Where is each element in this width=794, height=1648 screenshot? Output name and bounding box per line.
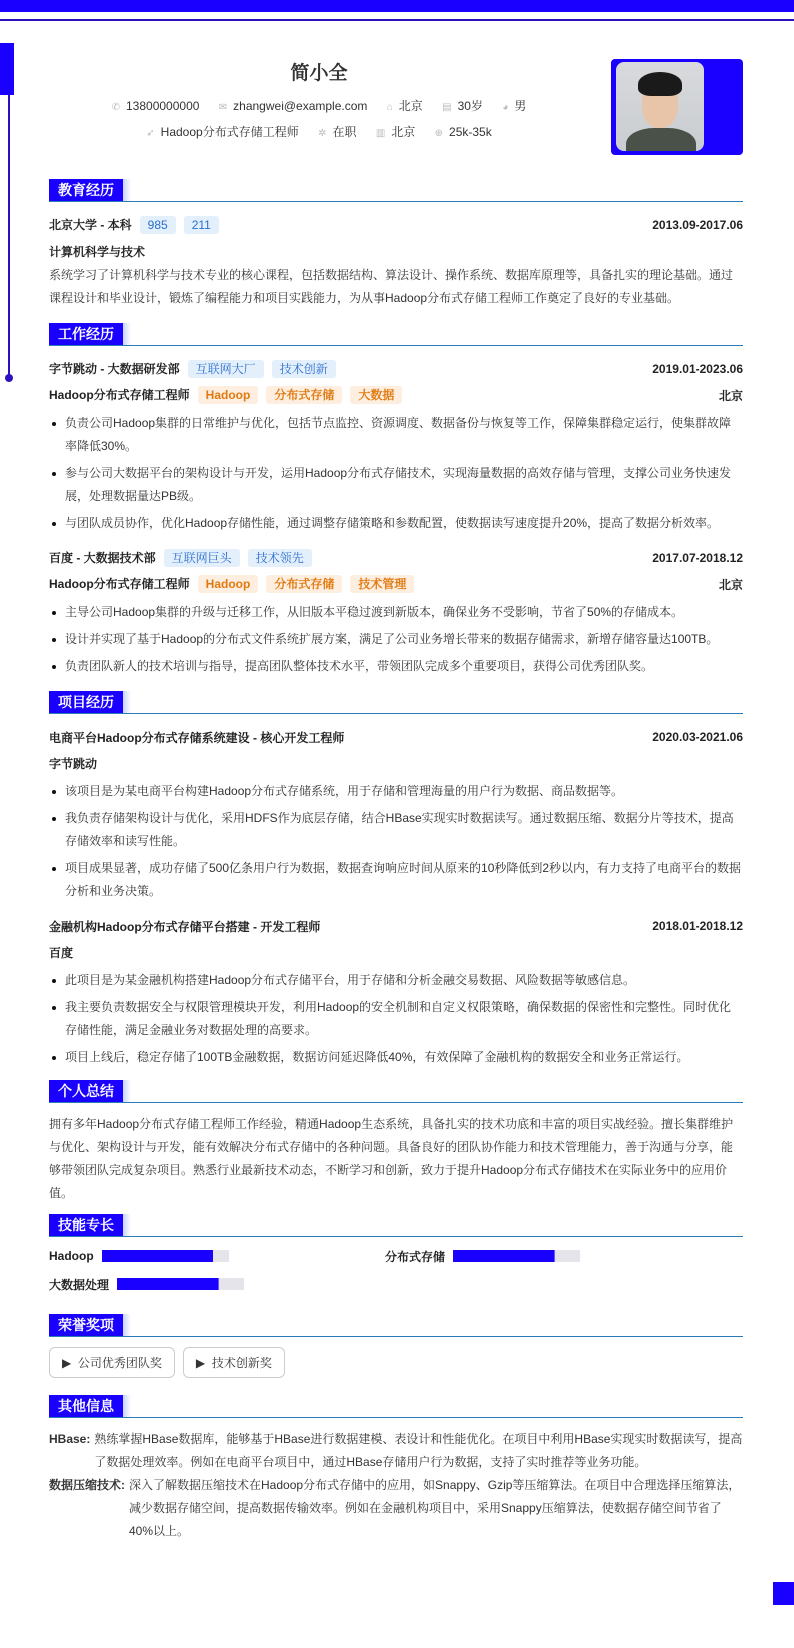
job-entry xyxy=(49,545,743,678)
skill-name: Hadoop xyxy=(49,1249,94,1263)
section-summary: 个人总结 xyxy=(49,1081,743,1103)
gender-icon: ◕ xyxy=(502,102,509,113)
phone: 13800000000 xyxy=(126,99,200,113)
role: Hadoop分布式存储工程师 xyxy=(49,388,190,402)
section-other: 其他信息 xyxy=(49,1396,743,1418)
list-item: 我主要负责数据安全与权限管理模块开发，利用Hadoop的安全机制和自定义权限策略，确保数据的保密性和完整性。同时优化存储性能，满足金融业务对数据处理的高要求。 xyxy=(49,996,743,1042)
tag: 985 xyxy=(140,216,176,234)
project-company: 百度 xyxy=(49,945,74,960)
resume xyxy=(49,0,743,1543)
role: Hadoop分布式存储工程师 xyxy=(49,577,190,591)
age: 30岁 xyxy=(457,99,483,113)
email: zhangwei@example.com xyxy=(233,99,368,113)
contact-row-1 xyxy=(49,97,589,114)
tag: 技术创新 xyxy=(272,360,336,378)
avatar xyxy=(616,62,704,151)
gender: 男 xyxy=(514,99,527,113)
project-name: 金融机构Hadoop分布式存储平台搭建 - 开发工程师 xyxy=(49,919,321,934)
skill-bar-fill xyxy=(102,1250,214,1262)
date: 2019.01-2023.06 xyxy=(652,362,743,376)
summary-text: 拥有多年Hadoop分布式存储工程师工作经验，精通Hadoop生态系统，具备扎实的技术功底和丰富的项目实战经验。擅长集群维护与优化、架构设计与开发，能有效解决分布式存储中的各种问题。具备良好的团队协作能力和技术管理能力，善于沟通与分享，能够带领团队完成复杂项目。熟悉行业最新技术动态，不断学习和创新，致力于提升Hadoop分布式存储技术在实际业务中的应用价值。 xyxy=(49,1117,734,1200)
tag: 211 xyxy=(184,216,219,234)
city: 北京 xyxy=(718,388,743,403)
award-item[interactable]: ▶ 技术创新奖 xyxy=(183,1347,285,1378)
skill-item xyxy=(385,1247,721,1265)
company: 字节跳动 - 大数据研发部 xyxy=(49,362,180,376)
other-item: HBase: 熟练掌握HBase数据库，能够基于HBase进行数据建模、表设计和性能优化。在项目中利用HBase实现实时数据读写，提高了数据处理效率。例如在电商平台项目中，通过HBase存储用户行为数据，支持了实时推荐等业务功能。 xyxy=(49,1432,743,1469)
avatar-frame xyxy=(611,59,743,155)
status-icon: ✲ xyxy=(318,128,327,139)
list-item: 参与公司大数据平台的架构设计与开发，运用Hadoop分布式存储技术，实现海量数据的高效存储与管理，支撑公司业务快速发展，处理数据量达PB级。 xyxy=(49,462,743,508)
list-item: 负责团队新人的技术培训与指导，提高团队整体技术水平，带领团队完成多个重要项目，获得公司优秀团队奖。 xyxy=(49,655,743,678)
job-entry xyxy=(49,356,743,535)
mail-icon: ✉ xyxy=(218,102,228,113)
list-item: 我负责存储架构设计与优化，采用HDFS作为底层存储，结合HBase实现实时数据读写。通过数据压缩、数据分片等技术，提高存储效率和读写性能。 xyxy=(49,807,743,853)
major: 计算机科学与技术 xyxy=(49,244,146,259)
tag: 互联网巨头 xyxy=(164,549,240,567)
list-item: 项目成果显著，成功存储了500亿条用户行为数据，数据查询响应时间从原来的10秒降低到2秒以内，有力支持了电商平台的数据分析和业务决策。 xyxy=(49,857,743,903)
section-awards: 荣誉奖项 xyxy=(49,1315,743,1337)
project-entry xyxy=(49,913,743,1069)
skill-tag: 大数据 xyxy=(350,386,402,404)
building-icon: ▥ xyxy=(375,128,386,139)
list-item: 与团队成员协作，优化Hadoop存储性能，通过调整存储策略和参数配置，使数据读写速度提升20%，提高了数据分析效率。 xyxy=(49,512,743,535)
send-icon: ➶ xyxy=(146,128,155,139)
other-item: 数据压缩技术: 深入了解数据压缩技术在Hadoop分布式存储中的应用，如Snappy、Gzip等压缩算法。在项目中合理选择压缩算法，减少数据存储空间，提高数据传输效率。例如在金融机构项目中，采用Snappy压缩算法，使数据存储空间节省了40%以上。 xyxy=(49,1478,741,1538)
contact-row-2 xyxy=(49,123,589,140)
skill-name: 分布式存储 xyxy=(385,1249,446,1264)
skill-bar-fill xyxy=(453,1250,555,1262)
skill-item xyxy=(49,1247,385,1265)
section-work: 工作经历 xyxy=(49,324,743,346)
age-icon: ▤ xyxy=(442,102,452,113)
city: 北京 xyxy=(718,577,743,592)
skill-item xyxy=(49,1275,385,1293)
skill-tag: 技术管理 xyxy=(350,575,414,593)
skill-bar-fill xyxy=(117,1278,219,1290)
school: 北京大学 - 本科 xyxy=(49,218,132,232)
project-entry xyxy=(49,724,743,903)
section-skills: 技能专长 xyxy=(49,1215,743,1237)
salary: 25k-35k xyxy=(449,125,492,139)
skill-bar xyxy=(453,1250,580,1262)
list-item: 此项目是为某金融机构搭建Hadoop分布式存储平台，用于存储和分析金融交易数据、风险数据等敏感信息。 xyxy=(49,969,743,992)
skill-tag: Hadoop xyxy=(198,575,259,593)
list-item: 负责公司Hadoop集群的日常维护与优化，包括节点监控、资源调度、数据备份与恢复等工作，保障集群稳定运行，使集群故障率降低30%。 xyxy=(49,412,743,458)
date: 2017.07-2018.12 xyxy=(652,551,743,565)
company: 百度 - 大数据技术部 xyxy=(49,551,156,565)
date: 2020.03-2021.06 xyxy=(652,730,743,744)
money-icon: ⊕ xyxy=(434,128,444,139)
side-accent-line xyxy=(8,95,10,378)
home-icon: ⌂ xyxy=(386,102,393,113)
phone-icon: ✆ xyxy=(111,102,120,113)
city: 北京 xyxy=(391,125,416,139)
side-accent-block xyxy=(0,43,14,95)
skill-tag: 分布式存储 xyxy=(266,386,342,404)
skill-tag: Hadoop xyxy=(198,386,259,404)
list-item: 该项目是为某电商平台构建Hadoop分布式存储系统，用于存储和管理海量的用户行为数据、商品数据等。 xyxy=(49,780,743,803)
award-item[interactable]: ▶ 公司优秀团队奖 xyxy=(49,1347,175,1378)
list-item: 设计并实现了基于Hadoop的分布式文件系统扩展方案，满足了公司业务增长带来的数据存储需求，新增存储容量达100TB。 xyxy=(49,628,743,651)
project-company: 字节跳动 xyxy=(49,756,98,771)
section-projects: 项目经历 xyxy=(49,692,743,714)
skill-bar xyxy=(102,1250,229,1262)
project-name: 电商平台Hadoop分布式存储系统建设 - 核心开发工程师 xyxy=(49,730,345,745)
skill-bar xyxy=(117,1278,244,1290)
list-item: 主导公司Hadoop集群的升级与迁移工作，从旧版本平稳过渡到新版本，确保业务不受影响，节省了50%的存储成本。 xyxy=(49,601,743,624)
location: 北京 xyxy=(398,99,423,113)
date: 2013.09-2017.06 xyxy=(652,218,743,232)
status: 在职 xyxy=(332,125,357,139)
candidate-name: 简小全 xyxy=(290,63,348,84)
section-education: 教育经历 xyxy=(49,180,743,202)
date: 2018.01-2018.12 xyxy=(652,919,743,933)
list-item: 项目上线后，稳定存储了100TB金融数据，数据访问延迟降低40%，有效保障了金融机构的数据安全和业务正常运行。 xyxy=(49,1046,743,1069)
tag: 技术领先 xyxy=(248,549,312,567)
resume-header xyxy=(49,0,743,180)
skill-tag: 分布式存储 xyxy=(266,575,342,593)
position: Hadoop分布式存储工程师 xyxy=(160,125,299,139)
side-accent-dot xyxy=(5,374,13,382)
skill-name: 大数据处理 xyxy=(49,1277,110,1292)
floating-button[interactable] xyxy=(773,1582,794,1605)
tag: 互联网大厂 xyxy=(188,360,264,378)
education-desc: 系统学习了计算机科学与技术专业的核心课程，包括数据结构、算法设计、操作系统、数据库原理等，具备扎实的理论基础。通过课程设计和毕业设计，锻炼了编程能力和项目实践能力，为从事Hadoop分布式存储工程师工作奠定了良好的专业基础。 xyxy=(49,268,734,305)
